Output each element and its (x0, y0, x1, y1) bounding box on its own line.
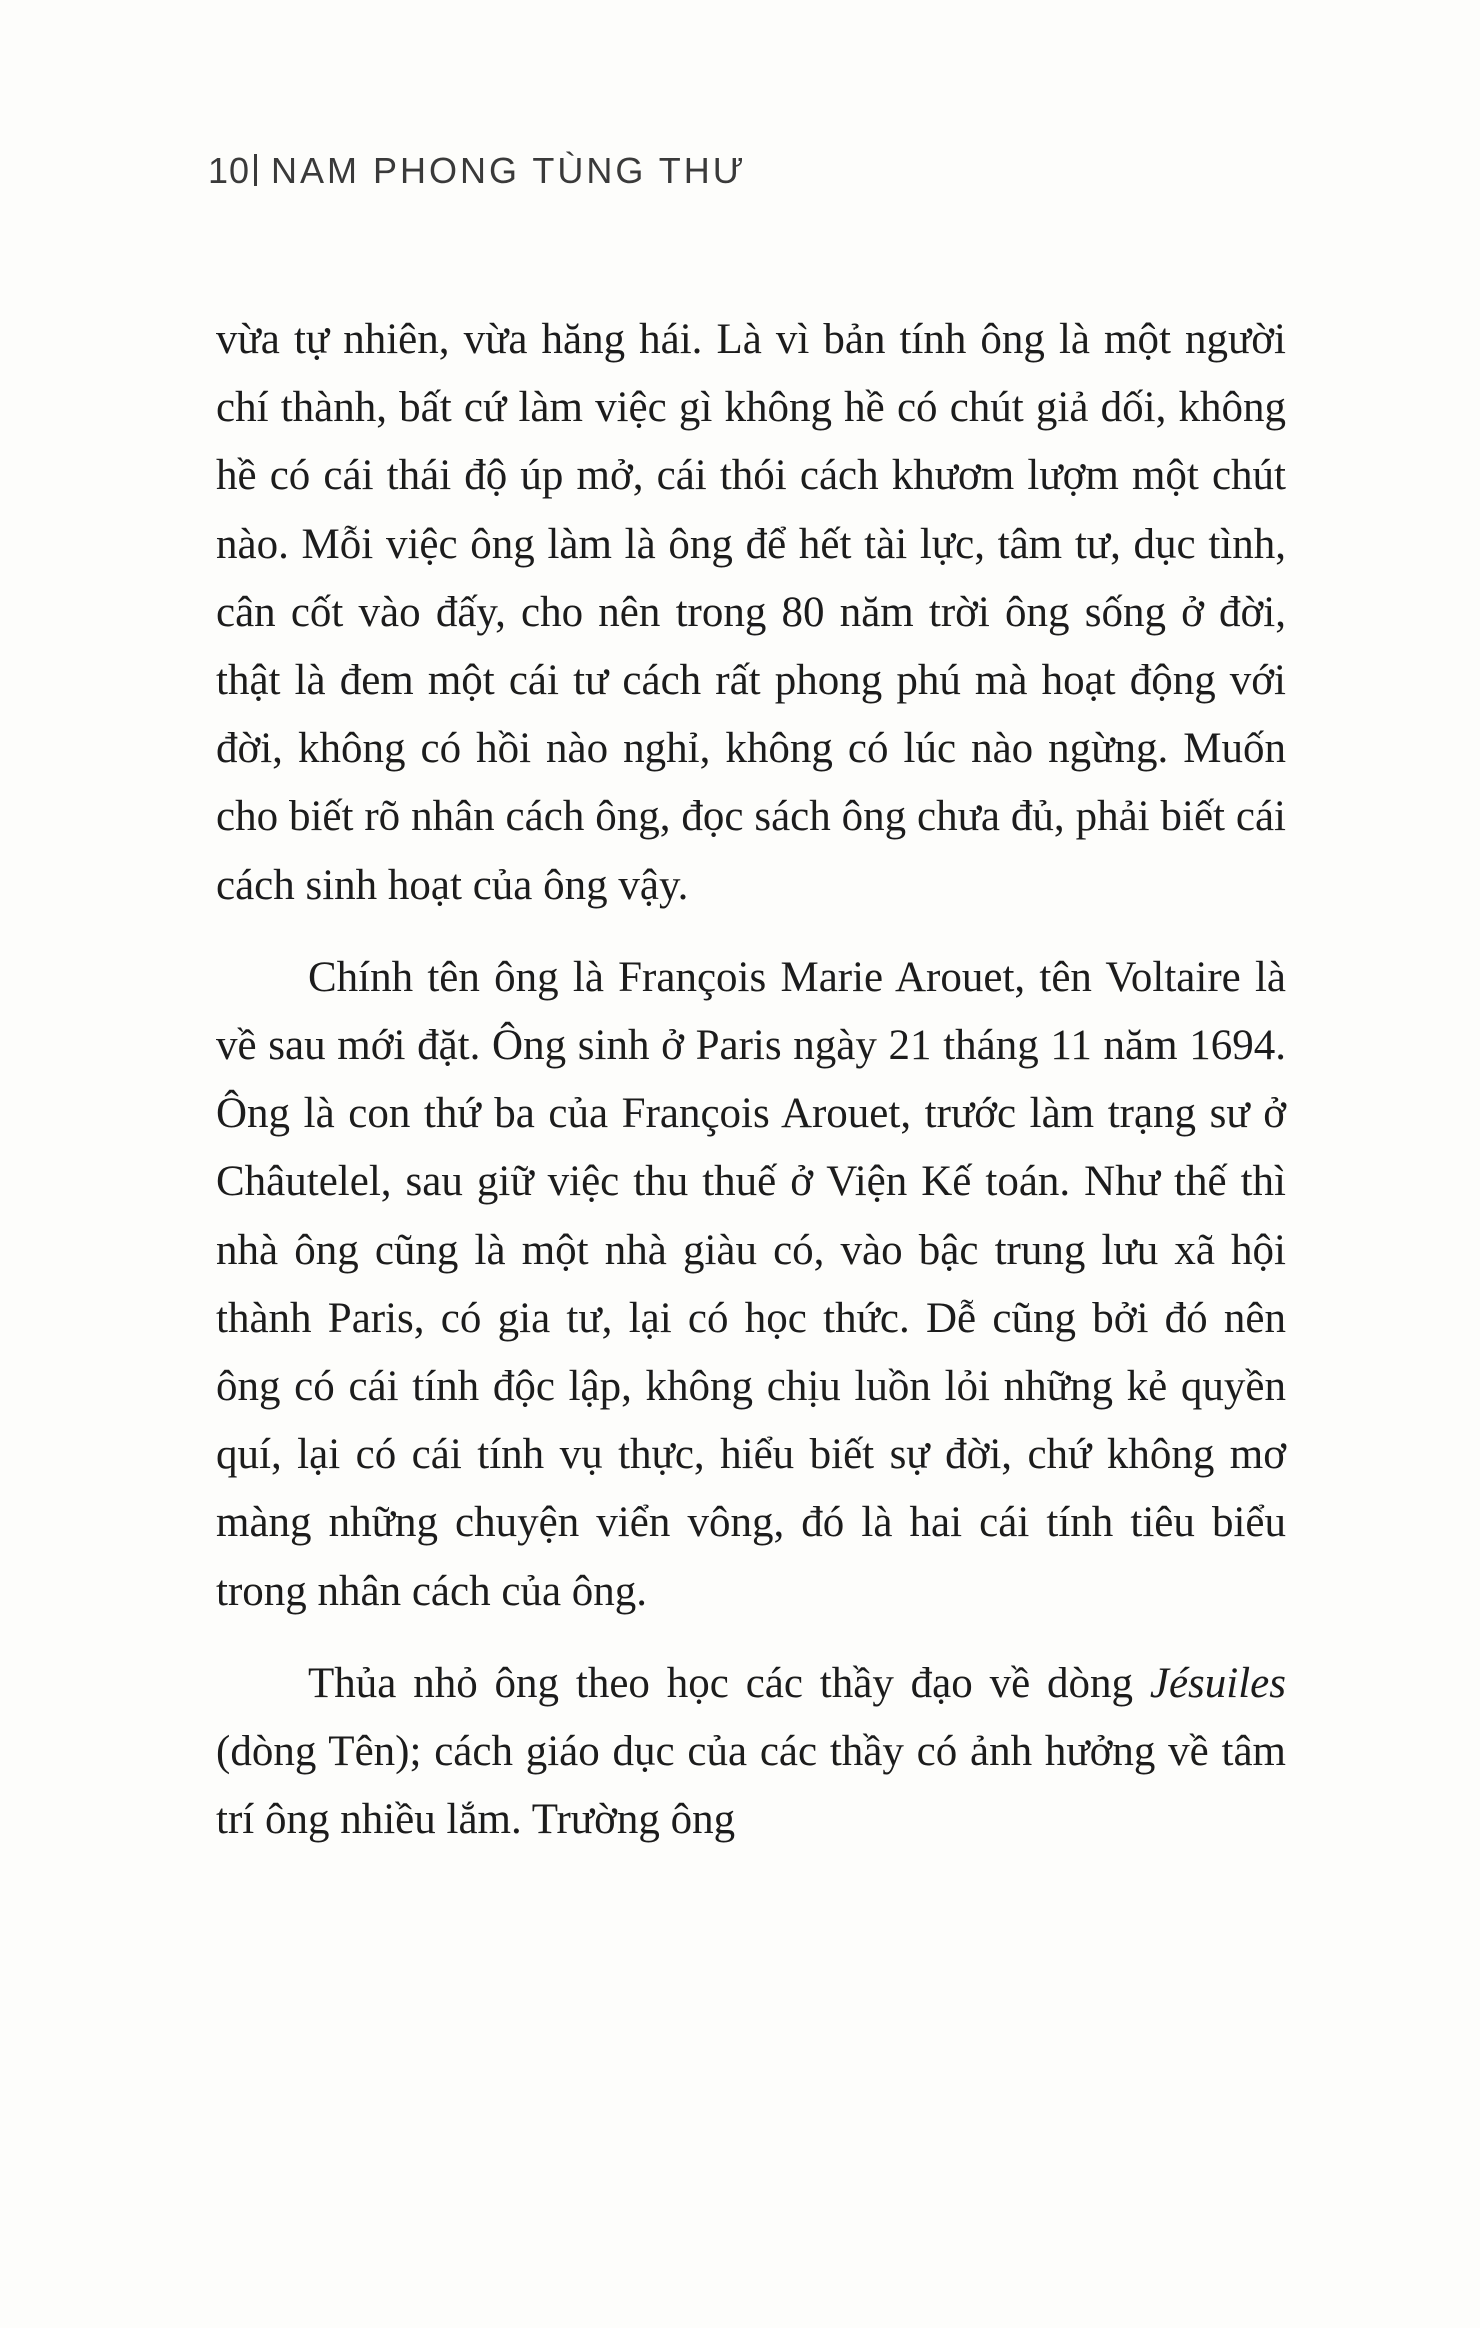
paragraph-3 (216, 1650, 1286, 1855)
paragraph-3-text-end: (dòng Tên); cách giáo dục của các thầy có ảnh hưởng về tâm trí ông nhiều lắm. Trường ông (216, 1728, 1286, 1844)
book-title: NAM PHONG TÙNG THƯ (271, 150, 747, 191)
header-separator (254, 154, 257, 186)
page-number: 10 (208, 150, 251, 191)
paragraph-2: Chính tên ông là François Marie Arouet, tên Voltaire là về sau mới đặt. Ông sinh ở Paris ngày 21 tháng 11 năm 1694. Ông là con thứ ba của François Arouet, trước làm trạng sư ở Châutelel, sau giữ việc thu thuế ở Viện Kế toán. Như thế thì nhà ông cũng là một nhà giàu có, vào bậc trung lưu xã hội thành Paris, có gia tư, lại có học thức. Dễ cũng bởi đó nên ông có cái tính độc lập, không chịu luồn lỏi những kẻ quyền quí, lại có cái tính vụ thực, hiểu biết sự đời, chứ không mơ màng những chuyện viển vông, đó là hai cái tính tiêu biểu trong nhân cách của ông. (216, 953, 1286, 1615)
paragraph-1: vừa tự nhiên, vừa hăng hái. Là vì bản tính ông là một người chí thành, bất cứ làm việc gì không hề có chút giả dối, không hề có cái thái độ úp mở, cái thói cách khươm lượm một chút nào. Mỗi việc ông làm là ông để hết tài lực, tâm tư, dục tình, cân cốt vào đấy, cho nên trong 80 năm trời ông sống ở đời, thật là đem một cái tư cách rất phong phú mà hoạt động với đời, không có hồi nào nghỉ, không có lúc nào ngừng. Muốn cho biết rõ nhân cách ông, đọc sách ông chưa đủ, phải biết cái cách sinh hoạt của ông vậy. (216, 316, 1286, 909)
italic-term: Jésuiles (1149, 1659, 1286, 1707)
body-text (216, 306, 1286, 1854)
running-header (208, 150, 746, 192)
paragraph-3-text-start: Thủa nhỏ ông theo học các thầy đạo về dòng (308, 1659, 1150, 1707)
